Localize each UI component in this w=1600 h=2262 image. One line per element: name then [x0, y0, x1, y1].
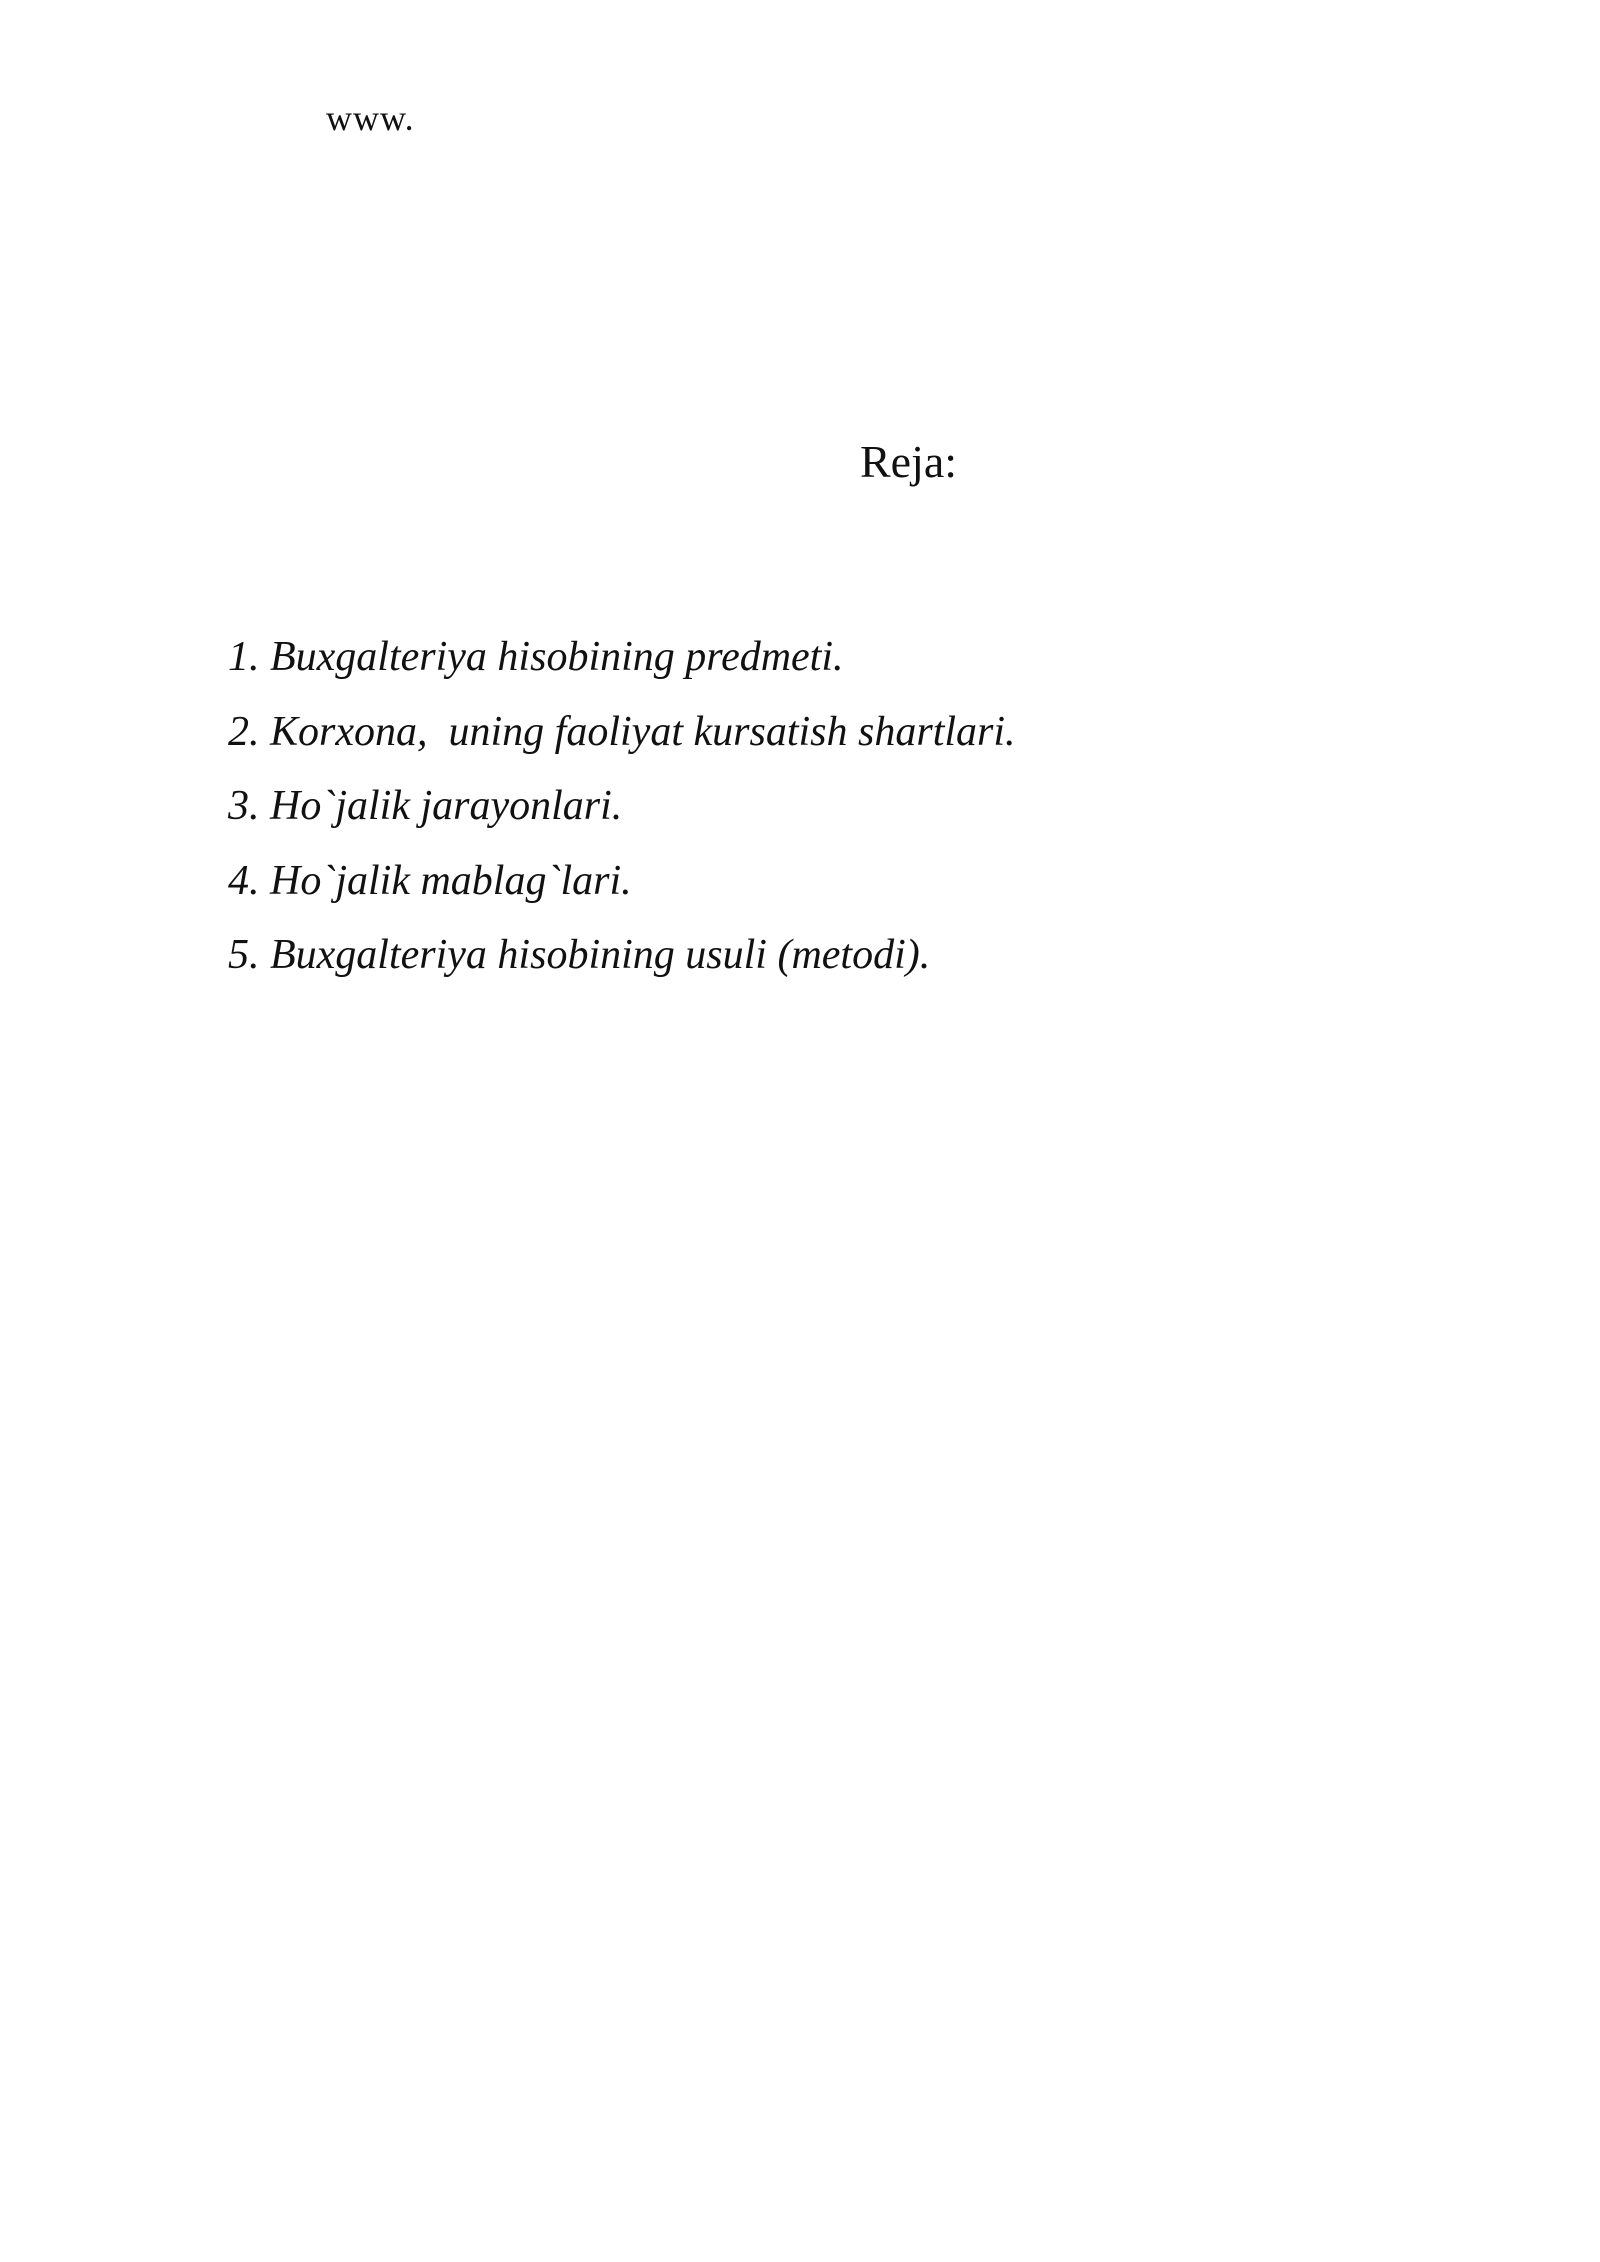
plan-heading: Reja:: [860, 436, 958, 487]
plan-item-1: 1. Buxgalteriya hisobining predmeti.: [228, 634, 844, 680]
plan-list: [228, 620, 1016, 993]
plan-item-5: 5. Buxgalteriya hisobining usuli (metodi).: [228, 932, 931, 978]
header-url-text: www.: [326, 98, 415, 138]
plan-item-3: 3. Ho`jalik jarayonlari.: [228, 783, 623, 829]
plan-item-2: 2. Korxona, uning faoliyat kursatish shartlari.: [228, 708, 1016, 755]
plan-item-4: 4. Ho`jalik mablag`lari.: [228, 857, 632, 904]
